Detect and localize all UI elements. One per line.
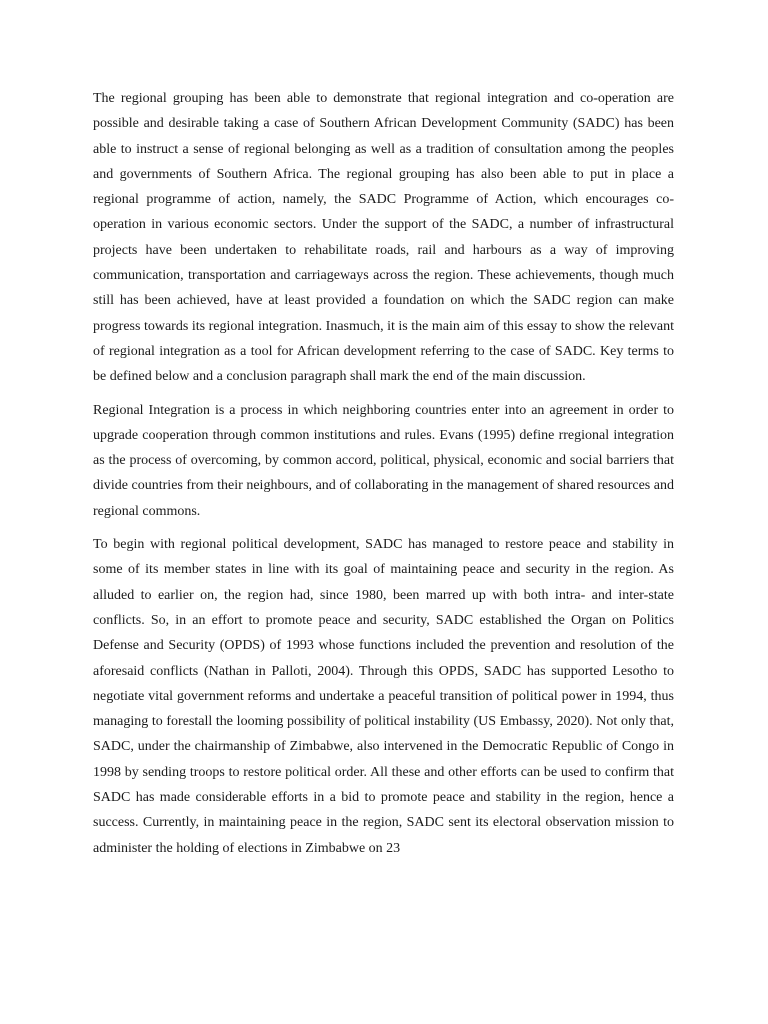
paragraph-political-development: To begin with regional political development, SADC has managed to restore peace and stability in some of its member states in line with its goal of maintaining peace and security in the region. As alluded to earlier on, the region had, since 1980, been marred up with both intra- and inter-state conflicts. So, in an effort to promote peace and security, SADC established the Organ on Politics Defense and Security (OPDS) of 1993 whose functions included the prevention and resolution of the aforesaid conflicts (Nathan in Palloti, 2004). Through this OPDS, SADC has supported Lesotho to negotiate vital government reforms and undertake a peaceful transition of political power in 1994, thus managing to forestall the looming possibility of political instability (US Embassy, 2020). Not only that, SADC, under the chairmanship of Zimbabwe, also intervened in the Democratic Republic of Congo in 1998 by sending troops to restore political order. All these and other efforts can be used to confirm that SADC has made considerable efforts in a bid to promote peace and stability in the region, hence a success. Currently, in maintaining peace in the region, SADC sent its electoral observation mission to administer the holding of elections in Zimbabwe on 23 [93,537,674,856]
paragraph-introduction: The regional grouping has been able to demonstrate that regional integration and co-operation are possible and desirable taking a case of Southern African Development Community (SADC) has been able to instruct a sense of regional belonging as well as a tradition of consultation among the peoples and governments of Southern Africa. The regional grouping has also been able to put in place a regional programme of action, namely, the SADC Programme of Action, which encourages co-operation in various economic sectors. Under the support of the SADC, a number of infrastructural projects have been undertaken to rehabilitate roads, rail and harbours as a way of improving communication, transportation and carriageways across the region. These achievements, though much still has been achieved, have at least provided a foundation on which the SADC region can make progress towards its regional integration. Inasmuch, it is the main aim of this essay to show the relevant of regional integration as a tool for African development referring to the case of SADC. Key terms to be defined below and a conclusion paragraph shall mark the end of the main discussion. [93,91,674,385]
paragraph-definition: Regional Integration is a process in which neighboring countries enter into an agreement in order to upgrade cooperation through common institutions and rules. Evans (1995) define rregional integration as the process of overcoming, by common accord, political, physical, economic and social barriers that divide countries from their neighbours, and of collaborating in the management of shared resources and regional commons. [93,402,674,519]
document-body [93,86,674,861]
